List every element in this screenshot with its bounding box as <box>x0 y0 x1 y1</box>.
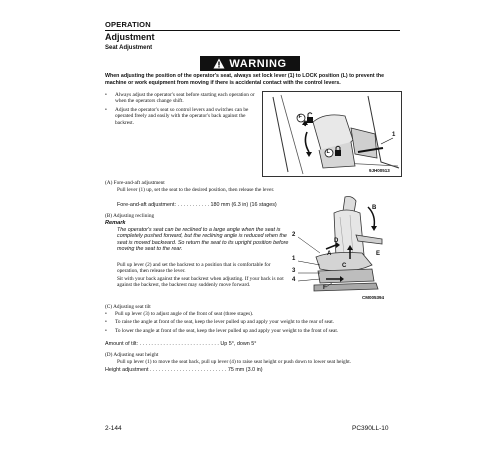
label-lever-1: 1 <box>392 132 396 138</box>
label-e: E <box>376 251 381 257</box>
section-c-title: (C) Adjusting seat tilt <box>105 304 151 310</box>
label-f: F <box>323 285 327 291</box>
section-rule <box>105 30 400 31</box>
section-b-title: (B) Adjusting reclining <box>105 213 155 219</box>
section-d-spec: Height adjustment . . . . . . . . . . . . . . . . . . . . . . . . . . 75 mm (3.0 in) <box>105 367 263 373</box>
label-4: 4 <box>292 277 296 283</box>
warning-banner <box>200 56 300 71</box>
figure-seat-adjustment <box>290 195 400 303</box>
label-free: F <box>298 113 302 120</box>
figure-lock-lever <box>262 91 402 177</box>
page-subtitle: Seat Adjustment <box>105 45 153 51</box>
remark-text: The operator's seat can be reclined to a large angle when the seat is completely pushed forward, but the reclining angle is reduced when the seat is moved backward. So return the seat to its upright position before moving the seat to the rear. <box>117 227 289 253</box>
section-a-title: (A) Fore-and-aft adjustment <box>105 180 165 186</box>
warning-text: When adjusting the position of the operator's seat, always set lock lever (1) to LOCK position (L) to prevent the machine or work equipment from moving if there is accidental contact with the control levers. <box>105 73 385 86</box>
unlock-icon <box>307 117 313 123</box>
warning-label: WARNING <box>229 57 287 70</box>
seat-illustration <box>290 195 400 303</box>
lock-lever-illustration <box>263 92 401 176</box>
section-b-text-2: Sit with your back against the seat backrest when adjusting. If your back is not against the backrest, the backrest may suddenly move forward. <box>117 276 284 289</box>
label-2: 2 <box>292 232 296 238</box>
section-label: OPERATION <box>105 20 151 29</box>
section-c-spec: Amount of tilt: . . . . . . . . . . . . . . . . . . . . . . . . . . . Up 5°, down 5° <box>105 341 257 347</box>
warning-icon <box>213 58 225 69</box>
section-d-text: Pull up lever (1) to move the seat back, pull up lever (4) to raise seat height or push down to lower seat height. <box>117 359 352 365</box>
list-item: • To lower the angle at front of the seat, keep the lever pulled up and apply your weight to the front of seat. <box>105 328 385 334</box>
intro-bullet-list <box>105 92 255 128</box>
section-a-text: Pull lever (1) up, set the seat to the desired position, then release the lever. <box>117 187 275 193</box>
remark-label: Remark <box>105 220 126 226</box>
figure-code: 9JH00513 <box>369 168 390 173</box>
label-lock: L <box>326 148 330 155</box>
model-number: PC390LL-10 <box>352 425 389 432</box>
label-a: A <box>327 251 332 257</box>
list-item: • To raise the angle at front of the seat, keep the lever pulled up and apply your weight to the rear of seat. <box>105 319 385 325</box>
list-item: • Pull up lever (3) to adjust angle of the front of seat (three stages). <box>105 311 385 317</box>
section-a-spec: Fore-and-aft adjustment: . . . . . . . . . . . 180 mm (6.3 in) (16 stages) <box>117 202 277 208</box>
label-1: 1 <box>292 256 296 262</box>
section-d-title: (D) Adjusting seat height <box>105 352 159 358</box>
page-number: 2-144 <box>105 425 122 432</box>
section-c-bullet-list <box>105 311 385 336</box>
page-title: Adjustment <box>105 32 155 42</box>
label-3: 3 <box>292 268 296 274</box>
list-item: • Adjust the operator's seat so control levers and switches can be operated freely and easily with the operator's back against the backrest. <box>105 107 255 126</box>
section-b-text-1: Pull up lever (2) and set the backrest to a position that is comfortable for operation, then release the lever. <box>117 262 271 275</box>
label-c: C <box>342 263 347 269</box>
list-item: • Always adjust the operator's seat before starting each operation or when the operators change shift. <box>105 92 255 105</box>
lock-icon <box>335 150 341 156</box>
figure-code: CM005394 <box>362 295 385 300</box>
label-d: D <box>334 238 339 244</box>
label-b: B <box>372 205 377 211</box>
